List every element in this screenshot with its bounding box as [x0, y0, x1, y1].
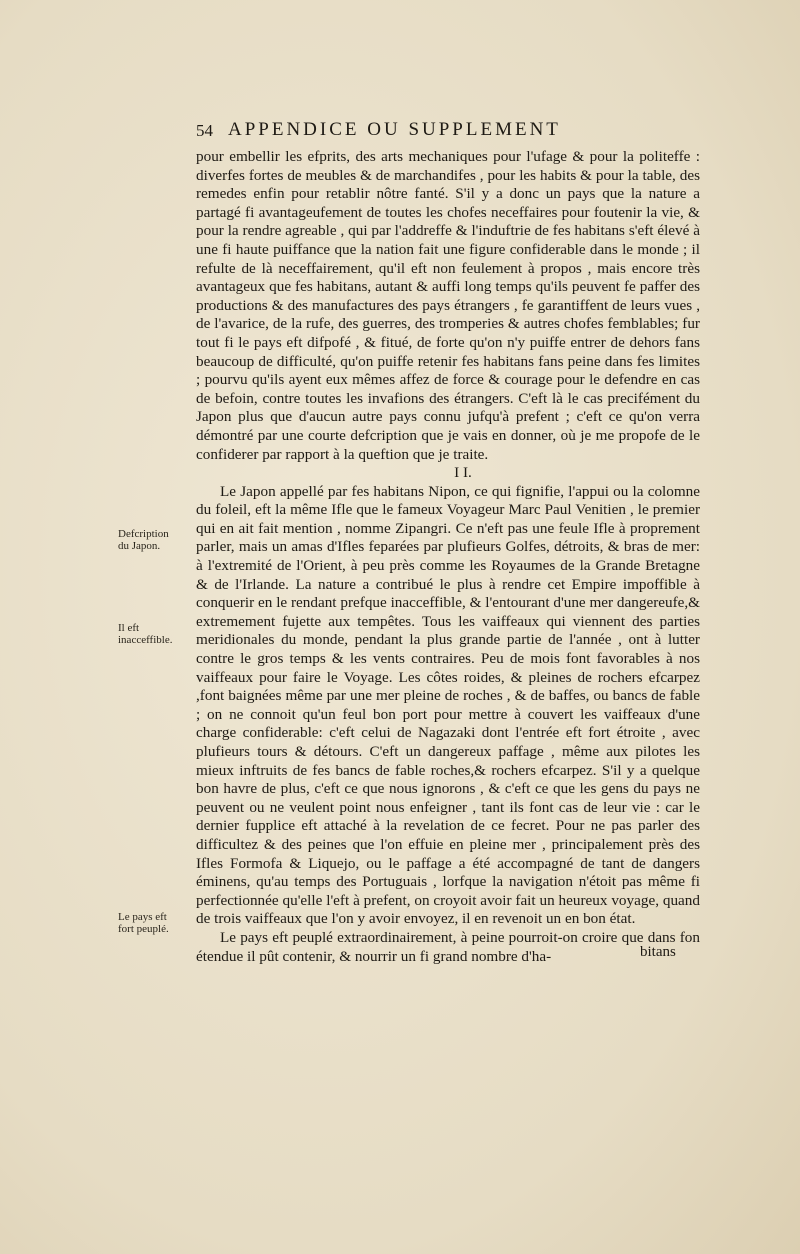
paragraph-description: Le Japon appellé par fes habitans Nipon, ce qui fignifie, l'appui ou la colomne du foleil, eft la même Ifle que le fameux Voyageur Marc Paul Venitien , le premier qui en ait fait mention , nomme Zipangri. Ce n'eft pas une feule Ifle à proprement parler, mais un amas d'Ifles feparées par plufieurs Golfes, détroits, & bras de mer: à l'extremité de l'Orient, à peu près comme les Royaumes de la Grande Bretagne & de l'Irlande. La nature a contribué le plus à rendre cet Empire impoffible à conquerir en le rendant prefque inacceffible, & l'entourant d'une mer dangereufe,& extremement fujette aux tempêtes. Tous les vaiffeaux qui viennent des parties meridionales du monde, pendant la plus grande partie de l'année , ont à lutter contre le gros temps & les vents contraires. Peu de mois font favorables à nos vaiffeaux pour faire le Voyage. Les côtes roides, & pleines de rochers efcarpez ,font baignées même par une mer pleine de roches , & de baffes, ou bancs de fable ; on ne connoit qu'un feul bon port pour mettre à couvert les vaiffeaux d'une charge confiderable: c'eft celui de Nagazaki dont l'entrée eft fort étroite , avec plufieurs tours & détours. C'eft un dangereux paffage , même aux pilotes les mieux inftruits de fes bancs de fable roches,& rochers efcarpez. S'il y a quelque bon havre de plus, c'eft ce que nous ignorons , & c'eft ce que les gens du pays ne peuvent ou ne veulent point nous enfeigner , tant ils font cas de leur vie : car le dernier fupplice eft attaché à la revelation de ce fecret. Pour ne pas parler des difficultez & des peines que l'on effuie en pleine mer , principalement près des Ifles Formofa & Liquejo, ou le paffage a été accompagné de tant de dangers éminens, qu'au temps des Portuguais , lorfque la navigation n'étoit pas même fi perfectionnée qu'elle l'eft à prefent, on croyoit avoir fait un heureux voyage, quand de trois vaiffeaux que l'on y avoir envoyez, il en revenoit un en bon état. [196, 482, 700, 928]
section-number: I I. [454, 464, 472, 482]
catchword: bitans [640, 944, 676, 960]
margin-note-inaccessible: Il eft inacceffible. [118, 622, 173, 646]
margin-note-description: Defcription du Japon. [118, 528, 169, 552]
running-head: APPENDICE OU SUPPLEMENT [228, 119, 561, 140]
page-header [196, 119, 696, 145]
page-number: 54 [196, 121, 213, 140]
margin-note-populated: Le pays eft fort peuplé. [118, 911, 169, 935]
paragraph-population: Le pays eft peuplé extraordinairement, à peine pourroit-on croire que dans fon étendue il pût contenir, & nourrir un fi grand nombre d'ha- [196, 928, 700, 965]
paragraph-intro: pour embellir les efprits, des arts mechaniques pour l'ufage & pour la politeffe : diverfes fortes de meubles & de marchandifes , pour les habits & pour la table, des remedes enfin pour retablir nôtre fanté. S'il y a donc un pays que la nature a partagé fi avantageufement de toutes les chofes neceffaires pour foutenir la vie, & pour la rendre agreable , qui par l'addreffe & l'induftrie de fes habitans s'eft élevé à une fi haute puiffance que la nation fait une figure confiderable dans le monde ; il refulte de là neceffairement, qu'il eft non feulement à propos , mais encore très avantageux que fes habitans, autant & auffi long temps qu'ils peuvent fe paffer des productions & des manufactures des pays étrangers , fe garantiffent de leurs vues , de l'avarice, de la rufe, des guerres, des tromperies & autres chofes femblables; fur tout fi le pays eft difpofé , & fitué, de forte qu'on n'y puiffe entrer de dehors fans beaucoup de difficulté, qu'on puiffe retenir fes habitans fans peine dans fes limites ; pourvu qu'ils ayent eux mêmes affez de force & courage pour le defendre en cas de befoin, contre toutes les invafions des étrangers. C'eft là le cas precifément du Japon plus que d'aucun autre pays connu jufqu'à prefent ; c'eft ce qu'on verra démontré par une courte defcription que je vais en donner, où je me propofe de le confiderer par rapport à la queftion que je traite. [196, 148, 700, 463]
body-text [196, 148, 700, 966]
